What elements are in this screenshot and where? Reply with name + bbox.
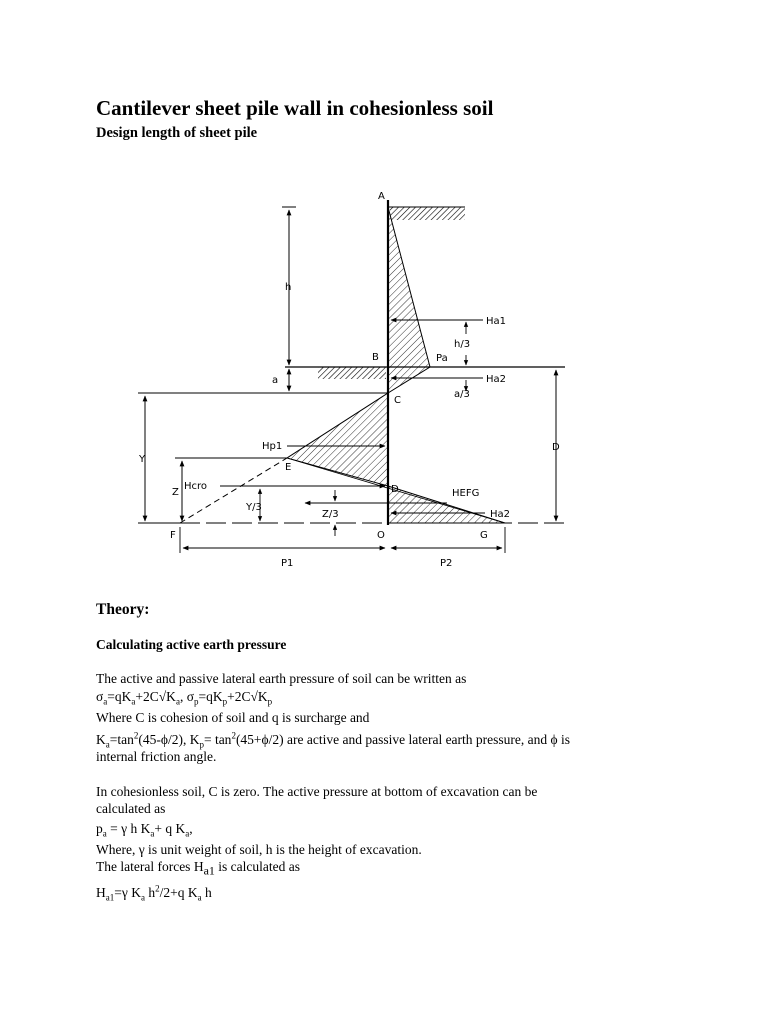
label-E: E xyxy=(285,462,292,473)
label-G: G xyxy=(480,530,488,541)
theory-heading: Theory: xyxy=(96,601,150,618)
label-a-over-3: a/3 xyxy=(454,389,470,400)
page-title: Cantilever sheet pile wall in cohesionless soil xyxy=(96,96,494,120)
excavation-soil-surface xyxy=(318,367,386,379)
page-subtitle: Design length of sheet pile xyxy=(96,125,258,141)
theory-paragraph-7: The lateral forces $H_{a1}$ is calculated as xyxy=(96,859,300,878)
label-y-over-3: Y/3 xyxy=(246,502,262,513)
theory-paragraph-3: internal friction angle. xyxy=(96,749,217,764)
label-ha2-bottom: Ha2 xyxy=(490,509,511,520)
label-hefg: HEFG xyxy=(452,488,480,499)
active-pressure-zone-upper xyxy=(388,207,430,367)
passive-pressure-zone-upper xyxy=(287,393,388,486)
label-Y: Y xyxy=(139,454,146,465)
label-p2: P2 xyxy=(440,558,453,569)
theory-paragraph-1: The active and passive lateral earth pressure of soil can be written as xyxy=(96,671,467,686)
label-h: h xyxy=(285,282,292,293)
label-ha1: Ha1 xyxy=(486,316,507,327)
equation-pa: $p_a = \gamma$ h $K_a+ q$ $K_a$, xyxy=(96,821,193,839)
label-p1: P1 xyxy=(281,558,294,569)
theory-paragraph-5: calculated as xyxy=(96,801,166,816)
label-ha2-top: Ha2 xyxy=(486,374,507,385)
theory-paragraph-4: In cohesionless soil, C is zero. The active pressure at bottom of excavation can be xyxy=(96,784,538,799)
label-pa: Pa xyxy=(436,353,448,364)
label-D-dimension: D xyxy=(552,442,560,453)
equation-ka-kp: $K_a=\tan^2(45-\phi/2)$, $K_p= \tan^2(45+\phi/2)$ are active and passive lateral earth pressure, and ϕ is xyxy=(96,730,571,750)
equation-ha1: $H_{a1}=\gamma$ $K_a$ $h^2/2+q$ $K_a$ h xyxy=(96,883,212,903)
theory-paragraph-2: Where C is cohesion of soil and q is surcharge and xyxy=(96,710,370,725)
label-O: O xyxy=(377,530,385,541)
label-hp1: Hp1 xyxy=(262,441,283,452)
active-pressure-zone-middle xyxy=(388,367,430,393)
label-F: F xyxy=(170,530,176,541)
label-A: A xyxy=(378,191,385,202)
label-D-point: D xyxy=(391,484,399,495)
label-Z: Z xyxy=(172,487,179,498)
label-hcro: Hcro xyxy=(184,481,208,492)
retained-soil-surface xyxy=(390,207,465,220)
label-a: a xyxy=(272,375,279,386)
active-pressure-subheading: Calculating active earth pressure xyxy=(96,637,287,652)
label-C: C xyxy=(394,395,401,406)
label-h-over-3: h/3 xyxy=(454,339,471,350)
label-z-over-3: Z/3 xyxy=(322,509,339,520)
label-B: B xyxy=(372,352,379,363)
theory-paragraph-6: Where, γ is unit weight of soil, h is the height of excavation. xyxy=(96,842,422,857)
equation-earth-pressure: $\sigma_a=qK_a+2C√K_a$, $\sigma_p=qK_p+2C√K_p$ xyxy=(96,689,273,707)
